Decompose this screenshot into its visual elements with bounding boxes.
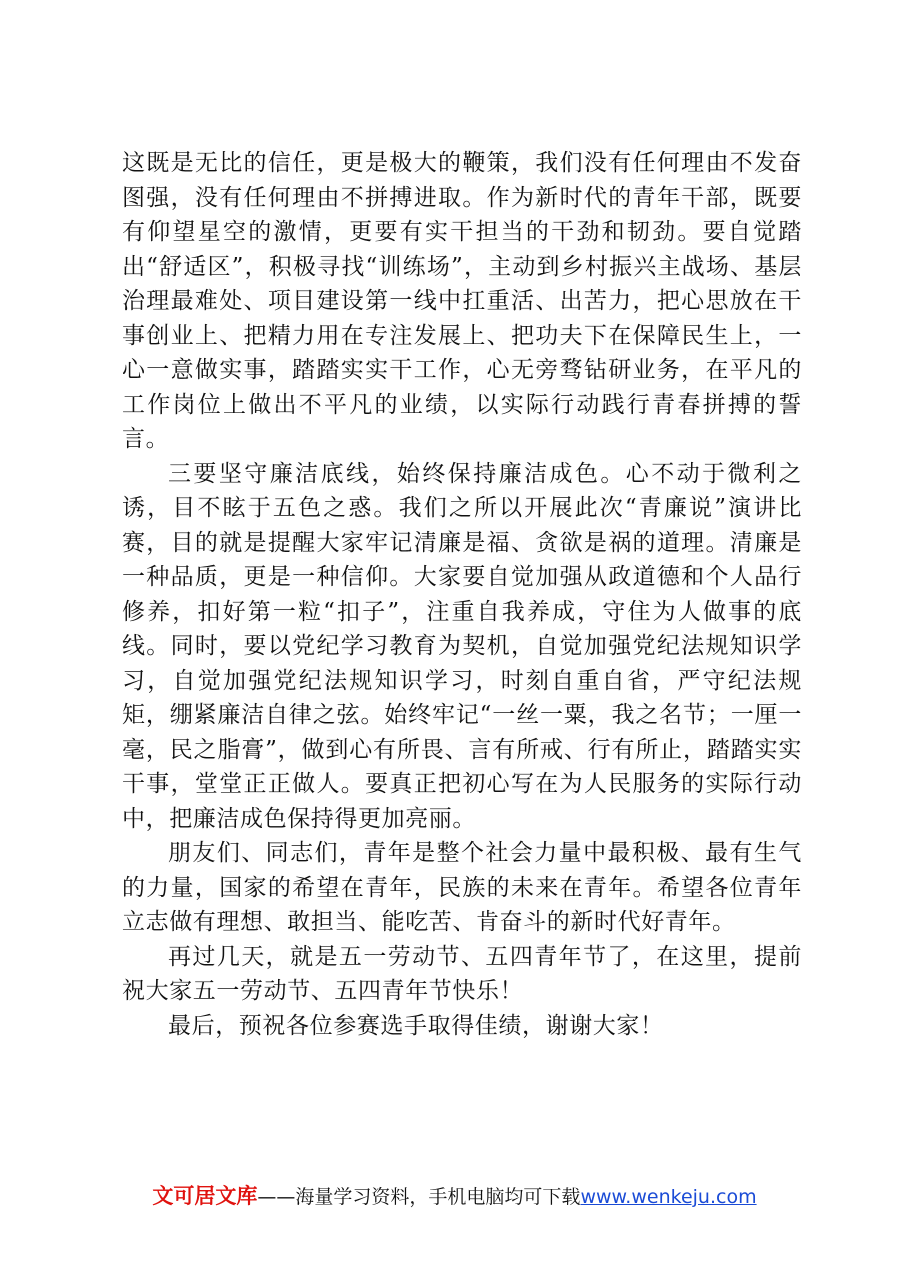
paragraph: 再过几天，就是五一劳动节、五四青年节了，在这里，提前祝大家五一劳动节、五四青年节快乐！: [122, 943, 802, 1004]
paragraph: 最后，预祝各位参赛选手取得佳绩，谢谢大家！: [168, 1012, 664, 1039]
footer-banner: [0, 1181, 909, 1212]
paragraph: 这既是无比的信任，更是极大的鞭策，我们没有任何理由不发奋图强，没有任何理由不拼搏进取。作为新时代的青年干部，既要有仰望星空的激情，更要有实干担当的干劲和韧劲。要自觉踏出“舒适区”，积极寻找“训练场”，主动到乡村振兴主战场、基层治理最难处、项目建设第一线中扛重活、出苦力，把心思放在干事创业上、把精力用在专注发展上、把功夫下在保障民生上，一心一意做实事，踏踏实实干工作，心无旁骛钻研业务，在平凡的工作岗位上做出不平凡的业绩，以实际行动践行青春拼搏的誓言。: [122, 150, 802, 452]
footer-slogan: ——海量学习资料，手机电脑均可下载: [257, 1186, 581, 1208]
footer-website-link[interactable]: www.wenkeju.com: [580, 1186, 757, 1208]
paragraph: 三要坚守廉洁底线，始终保持廉洁成色。心不动于微利之诱，目不眩于五色之惑。我们之所以开展此次“青廉说”演讲比赛，目的就是提醒大家牢记清廉是福、贪欲是祸的道理。清廉是一种品质，更是一种信仰。大家要自觉加强从政道德和个人品行修养，扣好第一粒“扣子”，注重自我养成，守住为人做事的底线。同时，要以党纪学习教育为契机，自觉加强党纪法规知识学习，自觉加强党纪法规知识学习，时刻自重自省，严守纪法规矩，绷紧廉洁自律之弦。始终牢记“一丝一粟，我之名节；一厘一毫，民之脂膏”，做到心有所畏、言有所戒、行有所止，踏踏实实干事，堂堂正正做人。要真正把初心写在为人民服务的实际行动中，把廉洁成色保持得更加亮丽。: [122, 460, 802, 832]
document-body: [122, 146, 802, 1043]
footer-brand: 文可居文库: [152, 1184, 258, 1208]
paragraph: 朋友们、同志们，青年是整个社会力量中最积极、最有生气的力量，国家的希望在青年，民族的未来在青年。希望各位青年立志做有理想、敢担当、能吃苦、肯奋斗的新时代好青年。: [122, 840, 802, 935]
